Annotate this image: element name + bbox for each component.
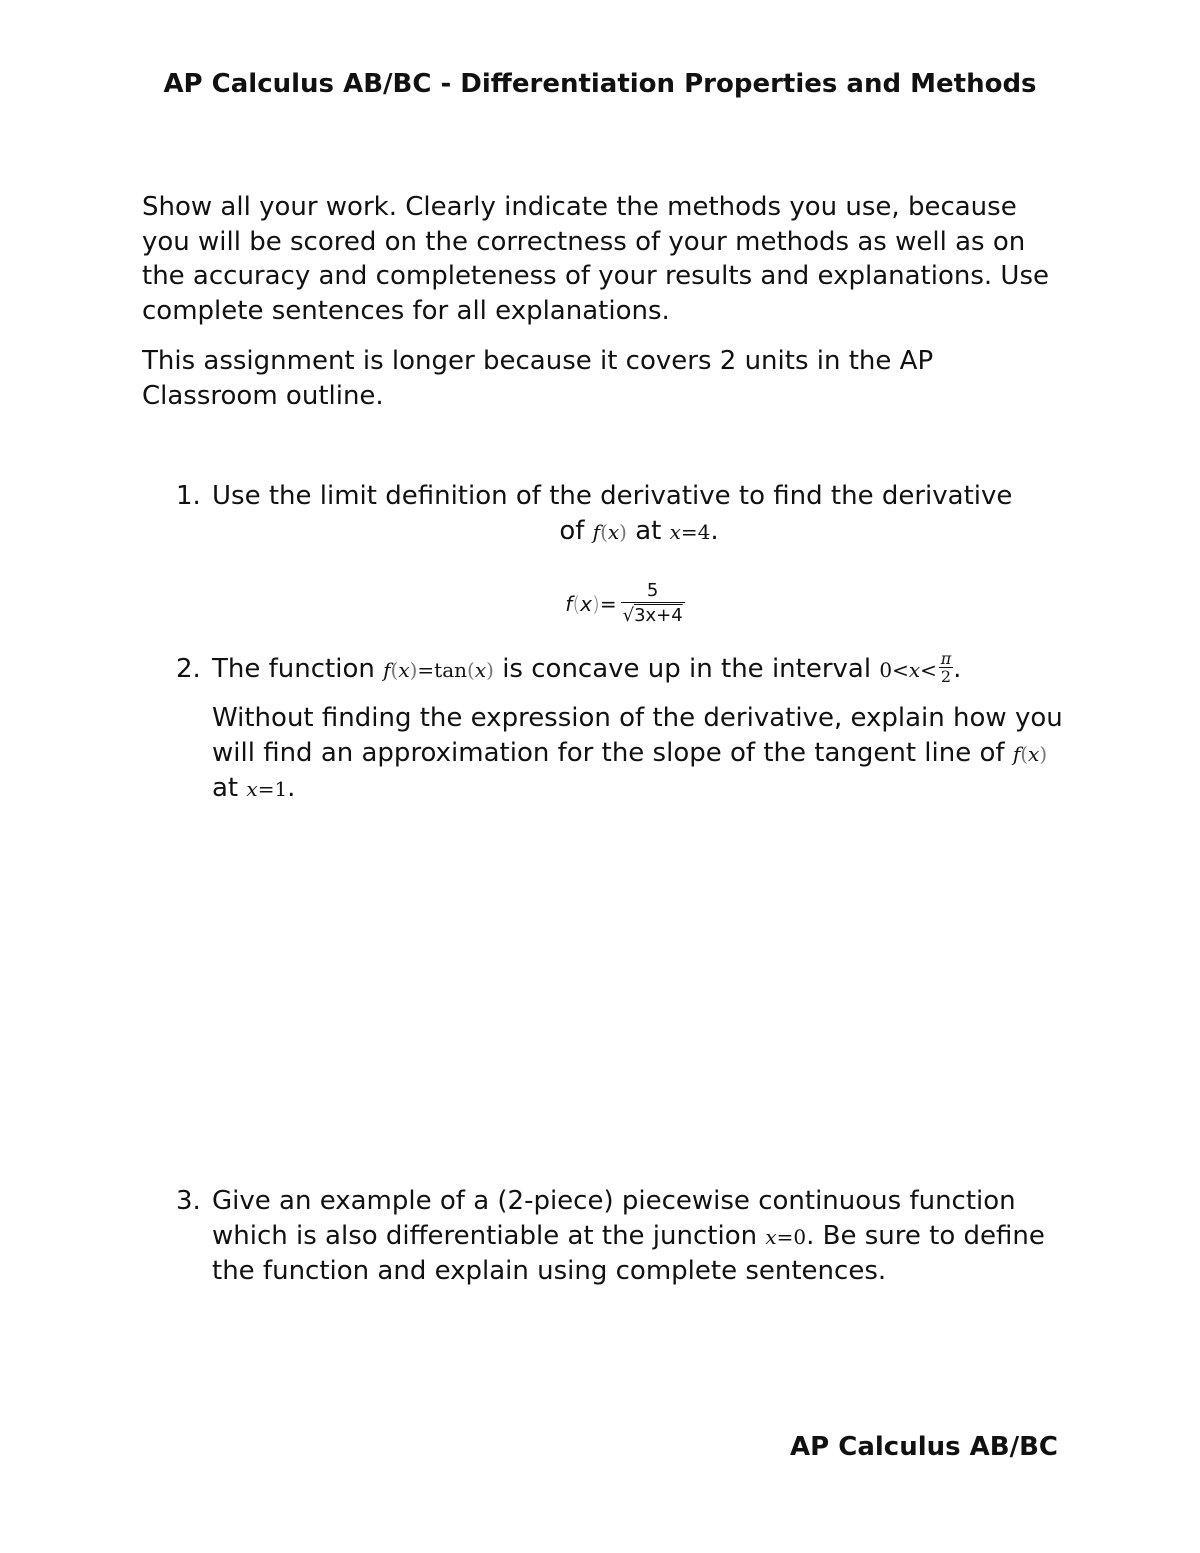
question-1-text-at: at [635, 515, 662, 546]
interval-numerator: π [940, 649, 952, 668]
question-1-line-2 [212, 514, 1066, 550]
formula-radicand: 3x+4 [634, 605, 683, 626]
question-2-fx-short [1013, 742, 1047, 766]
paren-close: ) [592, 591, 600, 616]
interval-left: 0< [879, 658, 909, 682]
question-2-interval [879, 649, 953, 686]
question-3 [176, 1184, 1066, 1289]
paren-close: ) [409, 658, 418, 682]
question-2-fx [383, 658, 494, 682]
x-val: =4 [680, 519, 711, 544]
interval-x: x [908, 658, 921, 682]
instructions-paragraph: Show all your work. Clearly indicate the methods you use, because you will be scored on the correctness of your methods as well as on the accuracy and completeness of your results and explanations. Use complete sentences for all explanations. [142, 192, 1050, 326]
question-1-fx [593, 520, 627, 544]
formula-fraction [621, 580, 685, 627]
fx-x: x [1028, 741, 1040, 766]
question-2-text-at: at [212, 773, 239, 803]
formula-lhs [565, 592, 616, 616]
question-2-end-period: . [287, 773, 296, 803]
paren-open: ( [390, 658, 399, 682]
paren-close: ) [1039, 741, 1048, 766]
question-1 [176, 479, 1066, 549]
paren-open: ( [1020, 741, 1029, 766]
question-3-text-b: . Be sure to define the function and explain using complete sentences. [212, 1220, 1045, 1286]
question-1-number: 1. [176, 481, 201, 511]
document-title: AP Calculus AB/BC - Differentiation Properties and Methods [163, 69, 1037, 99]
question-2-number: 2. [176, 654, 201, 684]
x-val: =0 [776, 1224, 807, 1249]
question-3-number: 3. [176, 1186, 201, 1216]
question-3-text-a: Give an example of a (2-piece) piecewise continuous function which is also differentiable at the junction [212, 1186, 1016, 1251]
x-val: =1 [257, 777, 288, 801]
interval-fraction [939, 650, 953, 685]
question-2 [176, 649, 1066, 807]
formula-f: f [565, 591, 573, 616]
sqrt-symbol: √ [622, 605, 635, 626]
question-2-text-a: The function [212, 654, 375, 684]
question-3-x-value [765, 1225, 806, 1249]
note-paragraph: This assignment is longer because it covers 2 units in the AP Classroom outline. [142, 346, 934, 411]
paren-close: ) [619, 519, 627, 544]
question-3-paragraph [212, 1184, 1066, 1289]
question-2-period: . [953, 654, 962, 684]
interval-lt: < [920, 658, 937, 682]
interval-denominator: 2 [940, 667, 952, 686]
x-var: x [246, 777, 258, 801]
paren-open: ( [572, 591, 581, 616]
question-2-x-value [246, 777, 287, 801]
page-footer: AP Calculus AB/BC [790, 1432, 1058, 1462]
x-var: x [669, 519, 681, 544]
paren-open: ( [600, 519, 608, 544]
question-2-paragraph [212, 701, 1066, 807]
paren-open: ( [467, 658, 475, 682]
question-1-text-of: of [559, 515, 585, 546]
formula-denominator [621, 602, 685, 627]
fx-f: f [383, 658, 391, 682]
question-1-period: . [710, 515, 719, 546]
question-1-line-1: Use the limit definition of the derivative to find the derivative [212, 481, 1013, 511]
fx-x: x [607, 519, 620, 544]
question-1-x-value [670, 520, 711, 544]
formula-x: x [580, 591, 592, 616]
formula-numerator: 5 [646, 580, 659, 601]
fx-tan: =tan [417, 658, 468, 682]
question-1-formula [0, 580, 1200, 627]
fx-f: f [592, 519, 601, 544]
fx-arg: x [474, 658, 487, 682]
formula-equals: = [599, 591, 617, 616]
x-var: x [765, 1224, 777, 1249]
question-2-line-1 [212, 649, 1066, 689]
fx-x: x [398, 658, 410, 682]
question-2-text-b: is concave up in the interval [502, 654, 872, 684]
paren-close: ) [486, 658, 494, 682]
question-2-text-d: Without finding the expression of the derivative, explain how you will find an approximation for the slope of the tangent line of [212, 703, 1063, 768]
fx-f: f [1012, 741, 1021, 766]
